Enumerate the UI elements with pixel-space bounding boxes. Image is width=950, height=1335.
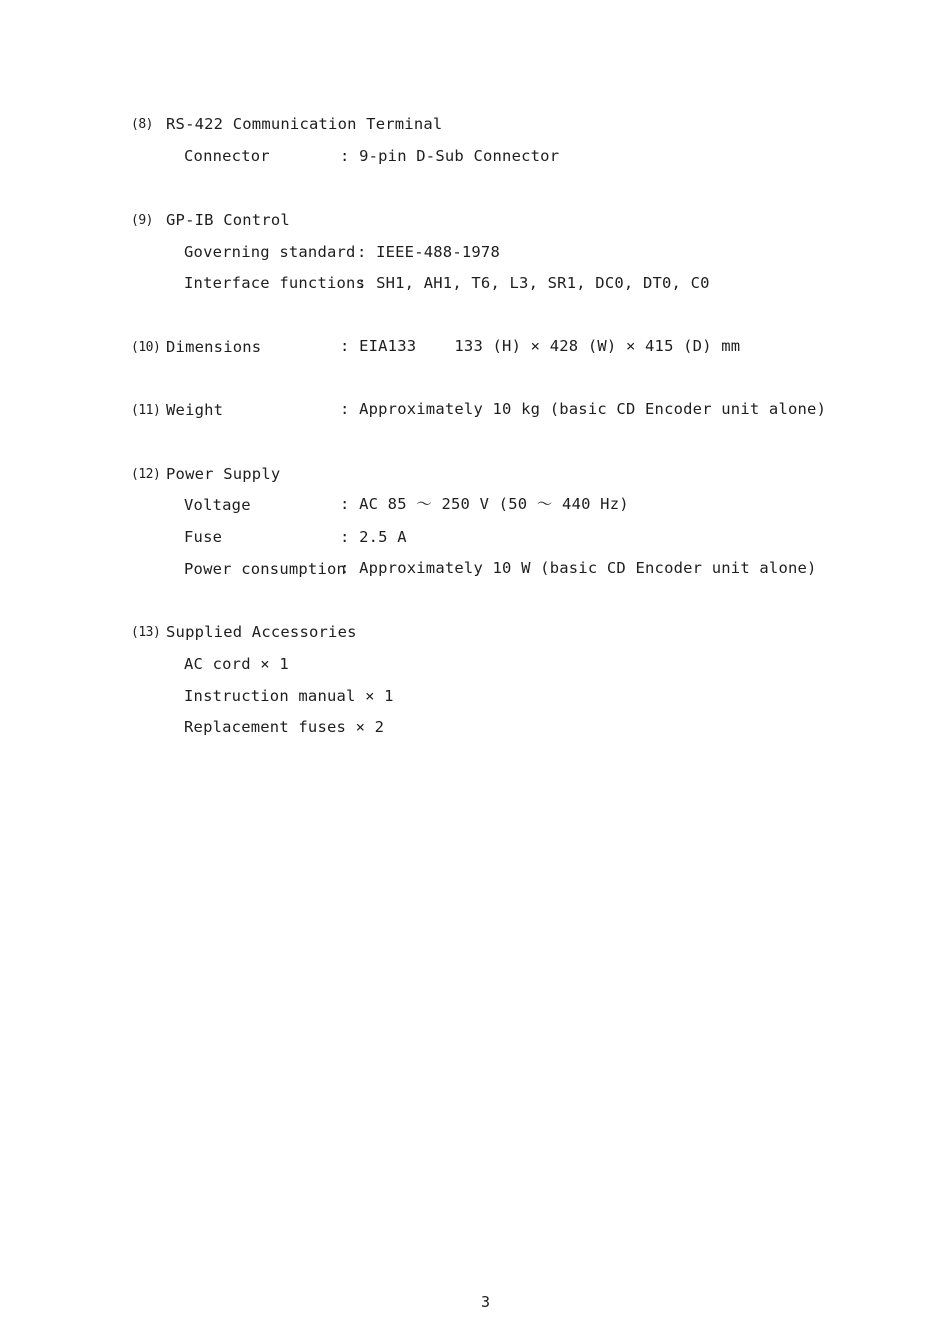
accessory-item: AC cord × 1 bbox=[184, 655, 289, 673]
fuse-label: Fuse bbox=[184, 528, 223, 546]
section-8-title: RS-422 Communication Terminal bbox=[166, 115, 443, 133]
connector-value: : 9-pin D-Sub Connector bbox=[340, 147, 560, 165]
voltage-value: : AC 85 ～ 250 V (50 ～ 440 Hz) bbox=[340, 495, 629, 513]
dimensions-value: : EIA133 133 (H) × 428 (W) × 415 (D) mm bbox=[340, 337, 741, 355]
voltage-label: Voltage bbox=[184, 496, 251, 514]
accessory-item: Instruction manual × 1 bbox=[184, 687, 394, 705]
section-13-title: Supplied Accessories bbox=[166, 623, 357, 641]
section-8-number: (8) bbox=[131, 117, 153, 132]
section-12-title: Power Supply bbox=[166, 465, 281, 483]
weight-value: : Approximately 10 kg (basic CD Encoder unit alone) bbox=[340, 400, 827, 418]
section-11-number: (11) bbox=[131, 403, 161, 418]
page-number: 3 bbox=[481, 1293, 491, 1311]
fuse-value: : 2.5 A bbox=[340, 528, 407, 546]
power-consumption-label: Power consumption bbox=[184, 560, 347, 578]
interface-functions-label: Interface functions bbox=[184, 274, 366, 292]
accessory-item: Replacement fuses × 2 bbox=[184, 718, 385, 736]
interface-functions-value: : SH1, AH1, T6, L3, SR1, DC0, DT0, C0 bbox=[357, 274, 710, 292]
section-13-number: (13) bbox=[131, 625, 161, 640]
section-12-number: (12) bbox=[131, 467, 161, 482]
section-10-number: (10) bbox=[131, 340, 161, 355]
section-9-number: (9) bbox=[131, 213, 153, 228]
governing-standard-value: : IEEE-488-1978 bbox=[357, 243, 500, 261]
governing-standard-label: Governing standard bbox=[184, 243, 356, 261]
dimensions-label: Dimensions bbox=[166, 338, 262, 356]
section-9-title: GP-IB Control bbox=[166, 211, 290, 229]
weight-label: Weight bbox=[166, 401, 224, 419]
power-consumption-value: : Approximately 10 W (basic CD Encoder unit alone) bbox=[340, 559, 817, 577]
connector-label: Connector bbox=[184, 147, 270, 165]
